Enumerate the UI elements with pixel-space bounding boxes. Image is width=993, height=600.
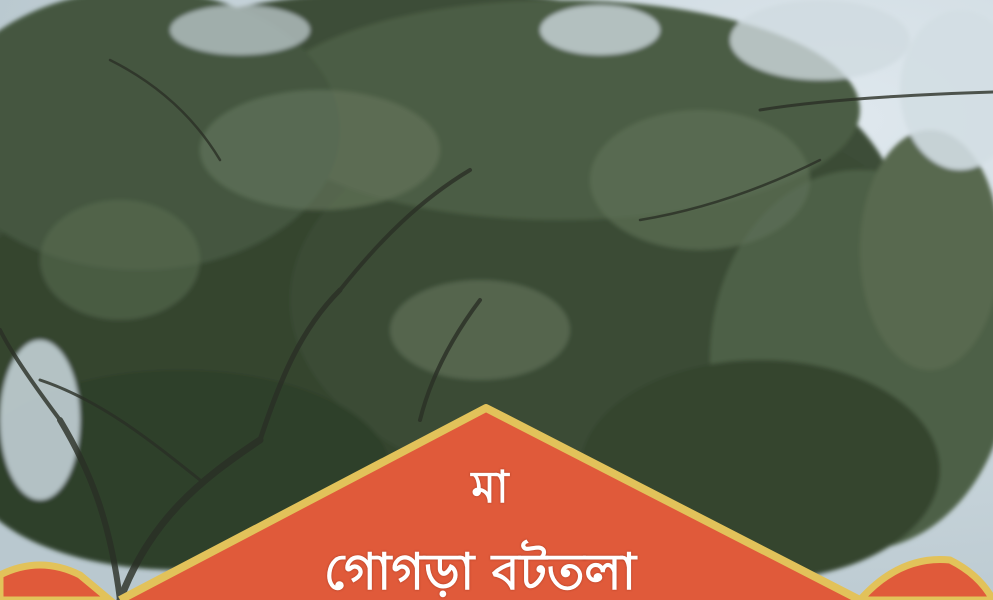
sign-text-line-2: গোগড়া বটতলা xyxy=(323,543,637,600)
sign-text-line-1: মা xyxy=(471,462,509,513)
